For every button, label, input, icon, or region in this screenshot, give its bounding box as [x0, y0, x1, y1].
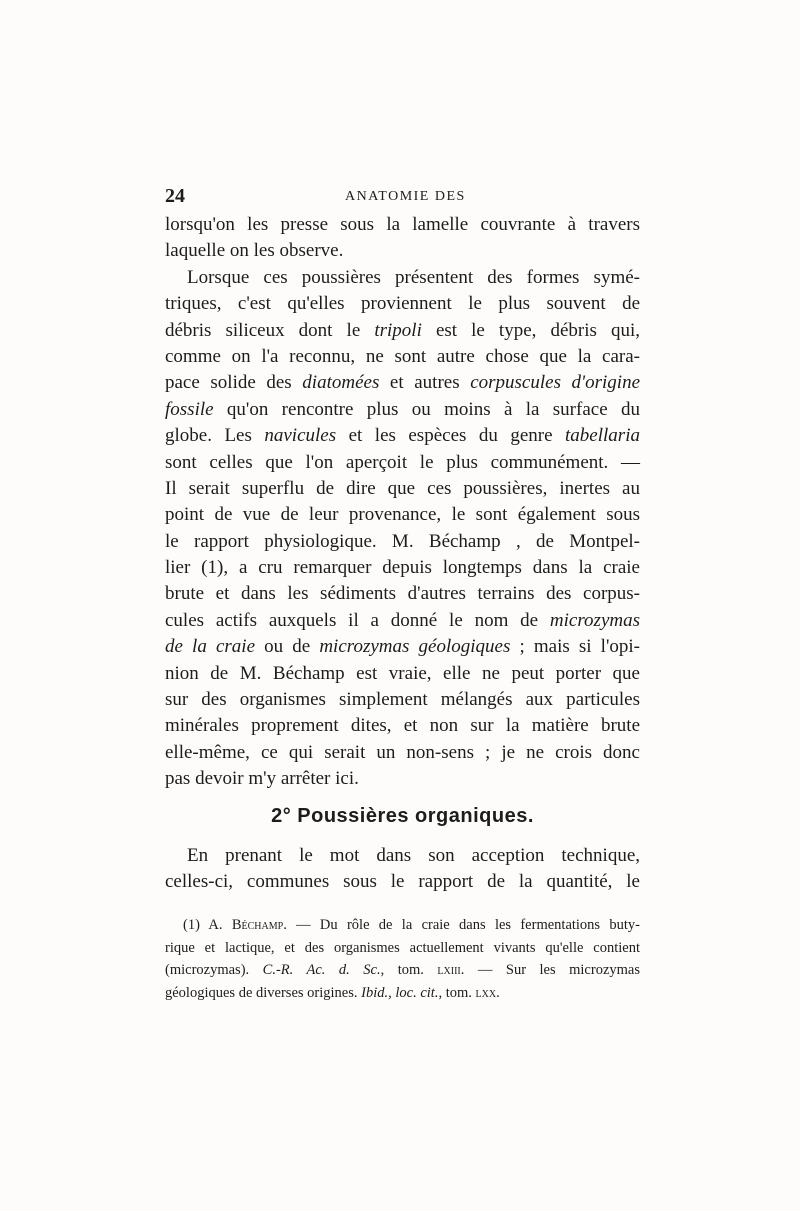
text-line: fossile qu'on rencontre plus ou moins à la surface du [165, 398, 640, 420]
text-line: minérales proprement dites, et non sur la matière brute [165, 715, 640, 737]
footnote-line: (microzymas). C.-R. Ac. d. Sc., tom. lxiii. — Sur les microzymas [165, 962, 640, 978]
italic-term: microzymas [549, 609, 640, 631]
body-text [165, 212, 640, 793]
text-line: lier (1), a cru remarquer depuis longtemps dans la craie [165, 557, 640, 579]
italic-term: corpuscules d'origine [470, 372, 641, 394]
text-line: de la craie ou de microzymas géologiques ; mais si l'opi- [165, 636, 640, 658]
text-line: le rapport physiologique. M. Béchamp , de Montpel- [165, 530, 640, 552]
section-heading: 2° Poussières organiques. [271, 805, 534, 827]
italic-term: tripoli [374, 319, 422, 341]
text-line: nion de M. Béchamp est vraie, elle ne peut porter que [165, 662, 640, 684]
volume-number: lxx [475, 984, 497, 1001]
journal-name: C.-R. Ac. d. Sc. [262, 962, 381, 978]
text-line: pas devoir m'y arrêter ici. [165, 768, 359, 790]
text-line: brute et dans les sédiments d'autres terrains des corpus- [165, 583, 640, 605]
text-line: lorsqu'on les presse sous la lamelle couvrante à travers [165, 214, 640, 235]
footnote-line: géologiques de diverses origines. Ibid., loc. cit., tom. lxx. [165, 984, 500, 1001]
italic-term: fossile [165, 398, 214, 420]
italic-term: de la craie [165, 636, 256, 658]
text-line: elle-même, ce qui serait un non-sens ; je ne crois donc [165, 741, 640, 763]
text-line: triques, c'est qu'elles proviennent le plus souvent de [165, 293, 640, 315]
page-number: 24 [165, 185, 185, 207]
italic-term: tabellaria [565, 425, 640, 447]
italic-term: microzymas géologiques [319, 636, 511, 658]
citation-abbrev: Ibid., loc. cit. [361, 984, 439, 1001]
text-line: sont celles que l'on aperçoit le plus communément. — [165, 451, 640, 473]
author-name: Béchamp [231, 917, 284, 933]
text-line: comme on l'a reconnu, ne sont autre chose que la cara- [165, 345, 640, 367]
footnote [165, 914, 640, 1004]
text-line: En prenant le mot dans son acception technique, [187, 845, 640, 866]
footnote-line: (1) A. Béchamp. — Du rôle de la craie dans les fermentations buty- [183, 917, 640, 933]
body-text-continued [165, 843, 640, 896]
italic-term: diatomées [302, 372, 380, 394]
text-line: Il serait superflu de dire que ces poussières, inertes au [165, 477, 640, 499]
footnote-line: rique et lactique, et des organismes actuellement vivants qu'elle contient [165, 939, 640, 956]
text-line: globe. Les navicules et les espèces du genre tabellaria [165, 425, 640, 447]
text-line: pace solide des diatomées et autres corpuscules d'origine [165, 372, 641, 394]
text-line: sur des organismes simplement mélangés aux particules [165, 689, 640, 711]
volume-number: lxiii [437, 962, 461, 978]
page-header [165, 185, 640, 209]
text-line: laquelle on les observe. [165, 240, 344, 262]
text-line: celles-ci, communes sous le rapport de la quantité, le [165, 871, 640, 893]
text-line: Lorsque ces poussières présentent des formes symé- [187, 266, 640, 288]
text-line: point de vue de leur provenance, le sont également sous [165, 504, 640, 526]
text-line: cules actifs auxquels il a donné le nom de microzymas [165, 609, 640, 631]
running-head: ANATOMIE DES [345, 189, 466, 204]
italic-term: navicules [264, 425, 337, 447]
text-line: débris siliceux dont le tripoli est le type, débris qui, [165, 319, 640, 341]
